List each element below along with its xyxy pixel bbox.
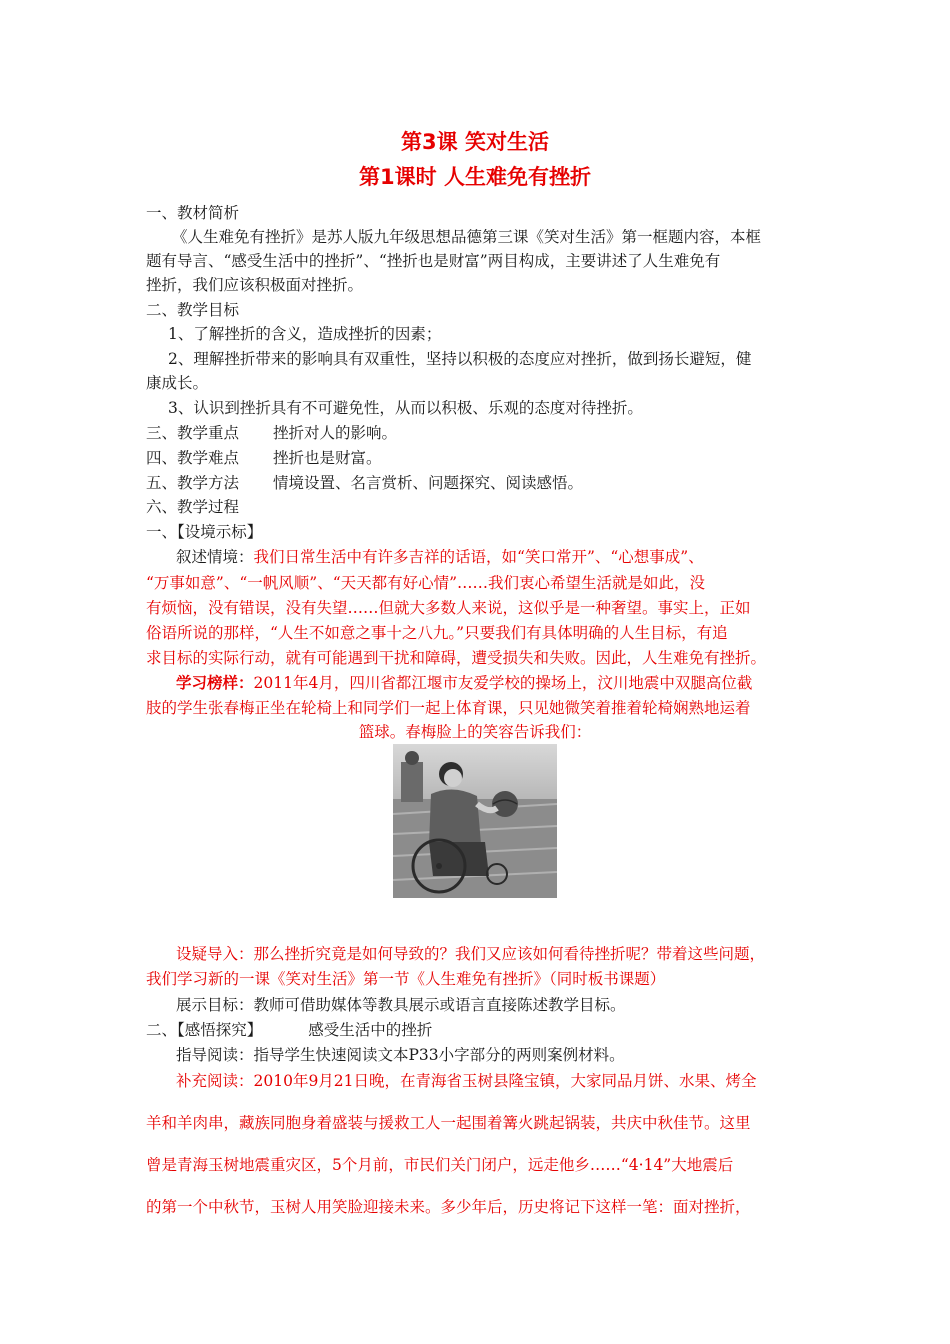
goal-2-line: 康成长。 bbox=[146, 374, 209, 392]
section3-row bbox=[146, 423, 806, 443]
section5-value: 情境设置、名言赏析、问题探究、阅读感悟。 bbox=[273, 474, 584, 492]
section5-label: 五、教学方法 bbox=[146, 474, 240, 492]
goal-show-line: 展示目标：教师可借助媒体等教具展示或语言直接陈述教学目标。 bbox=[176, 996, 626, 1014]
section1-heading: 一、教材简析 bbox=[146, 204, 240, 222]
supplement-line: 羊和羊肉串，藏族同胞身着盛装与援救工人一起围着篝火跳起锅装，共庆中秋佳节。这里 bbox=[146, 1114, 751, 1132]
section1-text-line: 题有导言、“感受生活中的挫折”、“挫折也是财富”两目构成，主要讲述了人生难免有 bbox=[146, 252, 721, 270]
section6-heading: 六、教学过程 bbox=[146, 498, 240, 516]
model-text: 2011年4月，四川省都江堰市友爱学校的操场上，汶川地震中双腿高位截 bbox=[253, 674, 753, 692]
narrate-text: 我们日常生活中有许多吉祥的话语，如“笑口常开”、“心想事成”、 bbox=[253, 548, 704, 566]
section2-heading: 二、教学目标 bbox=[146, 301, 240, 319]
step2-topic: 感受生活中的挫折 bbox=[308, 1021, 433, 1039]
section3-value: 挫折对人的影响。 bbox=[273, 424, 398, 442]
lesson-title: 第3课 笑对生活 bbox=[401, 130, 549, 154]
wheelchair-basketball-photo bbox=[393, 744, 557, 898]
goal-2-line: 2、理解挫折带来的影响具有双重性，坚持以积极的态度应对挫折，做到扬长避短，健 bbox=[168, 350, 752, 368]
model-label: 学习榜样： bbox=[176, 673, 254, 692]
narrate-line bbox=[176, 547, 836, 567]
narrate-label: 叙述情境： bbox=[176, 548, 254, 566]
section4-value: 挫折也是财富。 bbox=[273, 449, 382, 467]
section1-text-line: 《人生难免有挫折》是苏人版九年级思想品德第三课《笑对生活》第一框题内容，本框 bbox=[172, 228, 762, 246]
supplement-line: 的第一个中秋节，玉树人用笑脸迎接未来。多少年后，历史将记下这样一笔：面对挫折， bbox=[146, 1198, 751, 1216]
goal-3: 3、认识到挫折具有不可避免性，从而以积极、乐观的态度对待挫折。 bbox=[168, 399, 643, 417]
question-line: 设疑导入：那么挫折究竟是如何导致的？我们又应该如何看待挫折呢？带着这些问题， bbox=[176, 945, 766, 963]
model-line: 篮球。春梅脸上的笑容告诉我们： bbox=[358, 723, 592, 741]
photo-illustration bbox=[393, 744, 557, 898]
goal-1: 1、了解挫折的含义，造成挫折的因素； bbox=[168, 325, 442, 343]
narrate-line: 有烦恼，没有错误，没有失望……但就大多数人来说，这似乎是一种奢望。事实上，正如 bbox=[146, 599, 751, 617]
model-line: 肢的学生张春梅正坐在轮椅上和同学们一起上体育课，只见她微笑着推着轮椅娴熟地运着 bbox=[146, 699, 751, 717]
step1-heading: 一、【设境示标】 bbox=[146, 523, 263, 541]
section3-label: 三、教学重点 bbox=[146, 424, 240, 442]
supplement-line: 补充阅读：2010年9月21日晚，在青海省玉树县隆宝镇，大家同品月饼、水果、烤全 bbox=[176, 1072, 757, 1090]
narrate-line: 求目标的实际行动，就有可能遇到干扰和障碍，遭受损失和失败。因此，人生难免有挫折。 bbox=[146, 649, 767, 667]
guide-line: 指导阅读：指导学生快速阅读文本P33小字部分的两则案例材料。 bbox=[176, 1046, 625, 1064]
narrate-line: “万事如意”、“一帆风顺”、“天天都有好心情”……我们衷心希望生活就是如此，没 bbox=[146, 574, 706, 592]
section4-label: 四、教学难点 bbox=[146, 449, 240, 467]
section5-row bbox=[146, 473, 806, 493]
section4-row bbox=[146, 448, 806, 468]
model-line bbox=[176, 673, 836, 693]
lesson-subtitle: 第1课时 人生难免有挫折 bbox=[359, 165, 591, 189]
step2-heading: 二、【感悟探究】 bbox=[146, 1021, 263, 1039]
step2-row bbox=[146, 1020, 806, 1040]
supplement-line: 曾是青海玉树地震重灾区，5个月前，市民们关门闭户，远走他乡……“4·14”大地震后 bbox=[146, 1156, 734, 1174]
question-line: 我们学习新的一课《笑对生活》第一节《人生难免有挫折》（同时板书课题） bbox=[146, 970, 666, 988]
narrate-line: 俗语所说的那样，“人生不如意之事十之八九。”只要我们有具体明确的人生目标，有追 bbox=[146, 624, 728, 642]
section1-text-line: 挫折，我们应该积极面对挫折。 bbox=[146, 276, 364, 294]
